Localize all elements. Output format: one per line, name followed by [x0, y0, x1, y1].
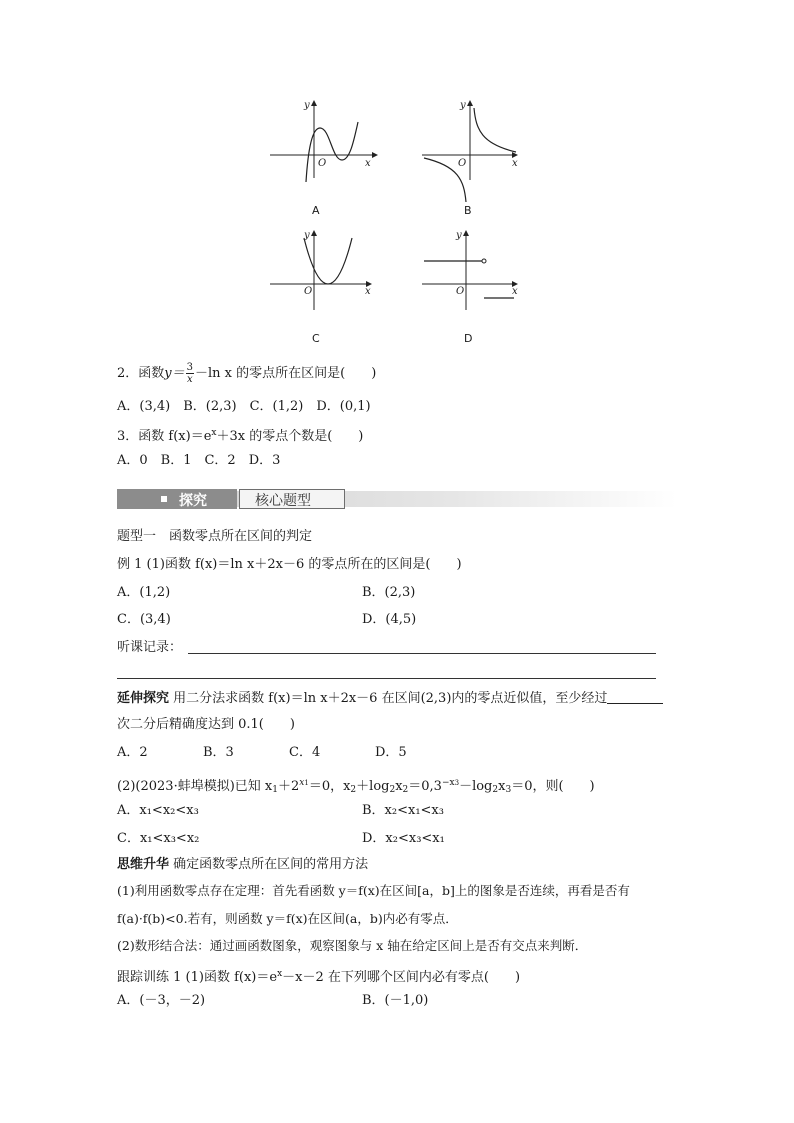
open-point [482, 259, 486, 263]
curve-c [304, 238, 352, 284]
y-label: y [456, 230, 462, 241]
e12-s3: 3 [505, 785, 512, 795]
curve-b-right [474, 108, 516, 152]
ex1-option-c: C．(3,4) [117, 612, 171, 627]
y-arrow [467, 100, 473, 106]
extend-label: 延伸探究 [117, 691, 170, 706]
track-sup: x [277, 969, 283, 979]
graph-a-svg [268, 100, 378, 180]
q2-y-eq: y＝ [164, 366, 185, 381]
ex1-option-d: D．(4,5) [362, 612, 417, 627]
x-label: x [512, 286, 518, 297]
question-2 [117, 362, 376, 385]
x-label: x [365, 158, 371, 169]
question-3-options: A．0 B．1 C．2 D．3 [117, 453, 281, 468]
q3-text2: ＋3x 的零点个数是( ) [216, 429, 364, 444]
e12-mid3: ＋log [356, 779, 390, 794]
graph-a [268, 100, 378, 180]
graph-c-label: C [312, 332, 320, 345]
ex1-option-a: A．(1,2) [117, 585, 171, 600]
graph-c-svg [268, 230, 378, 310]
q2-frac-num: 3 [186, 362, 194, 373]
e12-option-b: B．x₂<x₁<x₃ [362, 803, 444, 818]
x-arrow [372, 152, 378, 158]
example-1-part-2 [117, 774, 595, 799]
track-option-b: B．(－1,0) [362, 993, 429, 1008]
e12-end: ＝0，则( ) [511, 779, 595, 794]
question-3 [117, 424, 363, 446]
extend-opt-b: B．3 [203, 745, 234, 760]
type1-title: 题型一 函数零点所在区间的判定 [117, 529, 313, 544]
extend-text: 用二分法求函数 f(x)＝ln x＋2x－6 在区间(2,3)内的零点近似值，至少经过 [173, 691, 608, 706]
banner-subtitle: 核心题型 [255, 493, 311, 509]
summary-title [117, 856, 368, 874]
e12-mid1: ＋2 [277, 779, 300, 794]
extend-opt-d: D．5 [375, 745, 407, 760]
e12-s2c: 2 [402, 785, 409, 795]
origin-label: O [318, 158, 327, 169]
y-arrow [311, 230, 317, 236]
origin-label: O [456, 286, 465, 297]
extend-opt-a: A．2 [117, 745, 148, 760]
y-label: y [304, 230, 310, 241]
q2-suffix: －ln x 的零点所在区间是( ) [195, 366, 377, 381]
graph-b [420, 100, 530, 180]
graph-c [268, 230, 378, 310]
example-1: 例 1 (1)函数 f(x)＝ln x＋2x－6 的零点所在的区间是( ) [117, 557, 462, 572]
question-2-options: A．(3,4) B．(2,3) C．(1,2) D．(0,1) [117, 399, 371, 414]
note-label: 听课记录： [117, 640, 183, 655]
e12-supx: x [299, 778, 305, 788]
banner-title: 探究 [179, 493, 207, 509]
e12-s2: 2 [350, 785, 357, 795]
e12-mid2: ＝0，x [308, 779, 351, 794]
e12-mid6: －log [459, 779, 493, 794]
e12-s1: 1 [272, 785, 278, 795]
origin-label: O [458, 158, 467, 169]
y-arrow [311, 100, 317, 106]
q2-prefix: 2．函数 [117, 366, 165, 381]
extend-line-1 [117, 690, 663, 708]
track-text2: －x－2 在下列哪个区间内必有零点( ) [282, 970, 521, 985]
y-label: y [304, 100, 310, 111]
graph-d-label: D [464, 332, 473, 345]
extend-line-2: 次二分后精确度达到 0.1( ) [117, 717, 295, 732]
extend-opt-c: C．4 [289, 745, 321, 760]
note-line-2[interactable] [117, 678, 656, 679]
origin-label: O [304, 286, 313, 297]
e12-prefix: (2)(2023·蚌埠模拟)已知 x [117, 779, 273, 794]
e12-s2d: 2 [492, 785, 499, 795]
summary-subtitle: 确定函数零点所在区间的常用方法 [173, 857, 369, 872]
summary-p1b: f(a)·f(b)<0.若有，则函数 y＝f(x)在区间(a，b)内必有零点． [117, 911, 458, 926]
x-label: x [365, 286, 371, 297]
e12-sups: 1 [304, 779, 309, 787]
q3-sup: x [211, 428, 217, 438]
e12-option-c: C．x₁<x₃<x₂ [117, 831, 200, 846]
e12-mid5: ＝0,3 [408, 779, 442, 794]
y-label: y [460, 100, 466, 111]
q2-frac-den: x [187, 374, 193, 385]
banner-dark-block [117, 489, 237, 509]
graph-b-label: B [464, 204, 472, 217]
y-arrow [463, 230, 469, 236]
summary-p2: (2)数形结合法：通过画函数图象，观察图象与 x 轴在给定区间上是否有交点来判断． [117, 938, 588, 953]
graph-a-label: A [312, 204, 320, 217]
q2-fraction [186, 362, 194, 385]
note-line-1[interactable] [188, 653, 656, 654]
e12-mid4: x [395, 779, 403, 794]
e12-option-d: D．x₂<x₃<x₁ [362, 831, 445, 846]
section-banner [117, 489, 677, 509]
track-text: 跟踪训练 1 (1)函数 f(x)＝e [117, 970, 278, 985]
graph-b-svg [420, 100, 530, 180]
e12-sup3: −x [441, 778, 455, 788]
extend-blank[interactable] [607, 691, 663, 704]
e12-mid7: x [498, 779, 506, 794]
x-label: x [512, 158, 518, 169]
e12-s2b: 2 [389, 785, 396, 795]
graph-d-svg [420, 230, 530, 310]
track-option-a: A．(－3，－2) [117, 993, 206, 1008]
graph-d [420, 230, 530, 310]
q3-text: 3．函数 f(x)＝e [117, 429, 212, 444]
ex1-option-b: B．(2,3) [362, 585, 416, 600]
e12-sup3s: 3 [454, 779, 460, 787]
e12-option-a: A．x₁<x₂<x₃ [117, 803, 199, 818]
summary-label: 思维升华 [117, 857, 170, 872]
summary-p1: (1)利用函数零点存在定理：首先看函数 y＝f(x)在区间[a，b]上的图象是否连续，再看是否有 [117, 883, 630, 898]
banner-square-icon [161, 496, 167, 502]
track-question [117, 965, 520, 987]
